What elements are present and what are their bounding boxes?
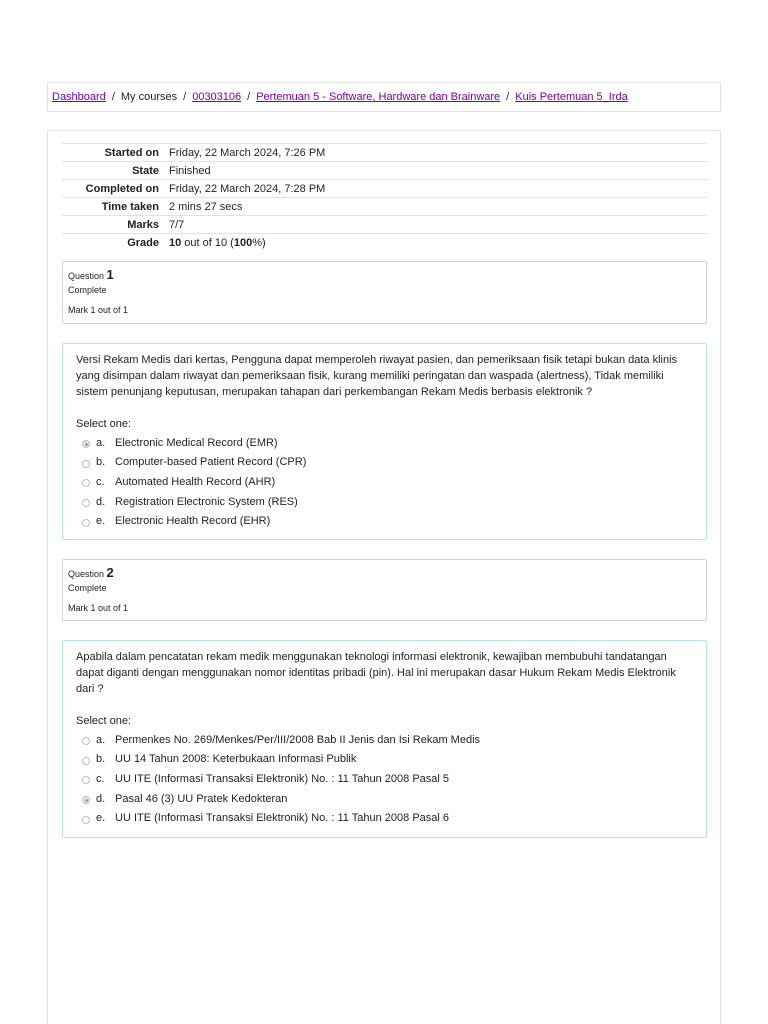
question-prefix: Question: [68, 569, 105, 579]
question-grade: Mark 1 out of 1: [68, 603, 129, 613]
radio-button[interactable]: [82, 757, 90, 765]
breadcrumb-separator: /: [111, 91, 115, 103]
summary-label: Time taken: [62, 198, 169, 216]
grade-mid-text: out of 10 (: [181, 236, 234, 249]
answer-letter: e.: [96, 515, 106, 528]
answer-option-b[interactable]: [76, 453, 693, 473]
answer-letter: a.: [96, 436, 106, 449]
radio-button[interactable]: [82, 479, 90, 487]
grade-score: 10: [169, 236, 182, 249]
attempt-summary-table: [62, 143, 707, 252]
radio-button[interactable]: [82, 796, 90, 804]
question-grade: Mark 1 out of 1: [68, 305, 129, 315]
radio-button[interactable]: [82, 816, 90, 824]
answer-text: UU ITE (Informasi Transaksi Elektronik) No. : 11 Tahun 2008 Pasal 5: [115, 772, 450, 785]
question-text: Apabila dalam pencatatan rekam medik menggunakan teknologi informasi elektronik, kewajiban membubuhi tandatangan dapat diganti dengan menggunakan nomor identitas pribadi (pin). Hal ini merupakan dasar Hukum Rekam Medis Elektronik dari ?: [76, 651, 676, 695]
question-number: [68, 267, 114, 282]
answer-option-e[interactable]: [76, 511, 693, 531]
summary-row-completed: [62, 180, 707, 198]
question-info-1: [62, 261, 707, 324]
summary-row-time: [62, 198, 707, 216]
answer-option-c[interactable]: [76, 472, 693, 492]
radio-button[interactable]: [82, 499, 90, 507]
answer-text: Electronic Health Record (EHR): [115, 515, 271, 528]
answer-text: Permenkes No. 269/Menkes/Per/III/2008 Bab II Jenis dan Isi Rekam Medis: [115, 733, 481, 746]
answer-text: Electronic Medical Record (EMR): [115, 436, 278, 449]
radio-button[interactable]: [82, 519, 90, 527]
breadcrumb-course-link[interactable]: 00303106: [192, 91, 242, 103]
question-number: [68, 565, 114, 580]
summary-label: Grade: [62, 234, 169, 252]
answer-text: UU ITE (Informasi Transaksi Elektronik) No. : 11 Tahun 2008 Pasal 6: [115, 812, 450, 825]
answer-letter: b.: [96, 456, 106, 469]
select-one-label: Select one:: [76, 418, 132, 430]
summary-row-marks: [62, 216, 707, 234]
question-content-2: [62, 640, 707, 838]
answer-letter: d.: [96, 792, 106, 805]
breadcrumb-separator: /: [506, 91, 510, 103]
answer-text: Computer-based Patient Record (CPR): [115, 456, 307, 469]
answer-option-c[interactable]: [76, 769, 693, 789]
grade-end-text: %): [252, 236, 266, 249]
answer-letter: b.: [96, 753, 106, 766]
answer-letter: c.: [96, 475, 105, 488]
summary-label: Completed on: [62, 180, 169, 198]
question-number-value: 2: [106, 565, 114, 580]
question-prefix: Question: [68, 271, 105, 281]
summary-label: State: [62, 162, 169, 180]
answer-list: [76, 730, 693, 828]
summary-value: Friday, 22 March 2024, 7:26 PM: [169, 144, 707, 162]
answer-text: Registration Electronic System (RES): [115, 495, 298, 508]
answer-list: [76, 433, 693, 531]
summary-row-grade: [62, 234, 707, 252]
breadcrumb-dashboard-link[interactable]: Dashboard: [52, 91, 106, 103]
answer-option-d[interactable]: [76, 492, 693, 512]
answer-option-b[interactable]: [76, 750, 693, 770]
question-text: Versi Rekam Medis dari kertas, Pengguna dapat memperoleh riwayat pasien, dan pemeriksaan fisik tetapi bukan data klinis yang disimpan dalam riwayat dan pemeriksaan fisik, kurang memiliki peringatan dan waspada (alertness), Tidak memiliki sistem penunjang keputusan, merupakan tahapan dari perkembangan Rekam Medis berbasis elektronik ?: [76, 354, 678, 398]
question-content-1: [62, 343, 707, 540]
question-number-value: 1: [106, 267, 114, 282]
breadcrumb-separator: /: [247, 91, 251, 103]
answer-letter: d.: [96, 495, 106, 508]
answer-text: UU 14 Tahun 2008: Keterbukaan Informasi Publik: [115, 753, 357, 766]
breadcrumb-my-courses: My courses: [120, 91, 178, 103]
answer-option-a[interactable]: [76, 730, 693, 750]
summary-value: Finished: [169, 162, 707, 180]
answer-option-d[interactable]: [76, 789, 693, 809]
summary-value: 7/7: [169, 216, 707, 234]
breadcrumb-quiz-link[interactable]: Kuis Pertemuan 5_Irda: [515, 91, 628, 103]
radio-button[interactable]: [82, 460, 90, 468]
summary-row-state: [62, 162, 707, 180]
answer-letter: c.: [96, 772, 105, 785]
summary-label: Marks: [62, 216, 169, 234]
grade-percent: 100: [233, 236, 253, 249]
answer-letter: a.: [96, 733, 106, 746]
select-one-label: Select one:: [76, 715, 132, 727]
radio-button[interactable]: [82, 737, 90, 745]
question-info-2: [62, 559, 707, 621]
answer-option-a[interactable]: [76, 433, 693, 453]
answer-text: Pasal 46 (3) UU Pratek Kedokteran: [115, 792, 288, 805]
summary-label: Started on: [62, 144, 169, 162]
answer-letter: e.: [96, 812, 106, 825]
answer-text: Automated Health Record (AHR): [115, 475, 276, 488]
summary-grade-value: [169, 234, 707, 252]
radio-button[interactable]: [82, 776, 90, 784]
summary-row-started: [62, 144, 707, 162]
breadcrumb-section-link[interactable]: Pertemuan 5 - Software, Hardware dan Brainware: [256, 91, 501, 103]
question-state: Complete: [68, 583, 107, 593]
summary-value: 2 mins 27 secs: [169, 198, 707, 216]
radio-button[interactable]: [82, 440, 90, 448]
answer-option-e[interactable]: [76, 808, 693, 828]
summary-value: Friday, 22 March 2024, 7:28 PM: [169, 180, 707, 198]
breadcrumb: [47, 82, 721, 112]
question-state: Complete: [68, 285, 107, 295]
breadcrumb-separator: /: [183, 91, 187, 103]
